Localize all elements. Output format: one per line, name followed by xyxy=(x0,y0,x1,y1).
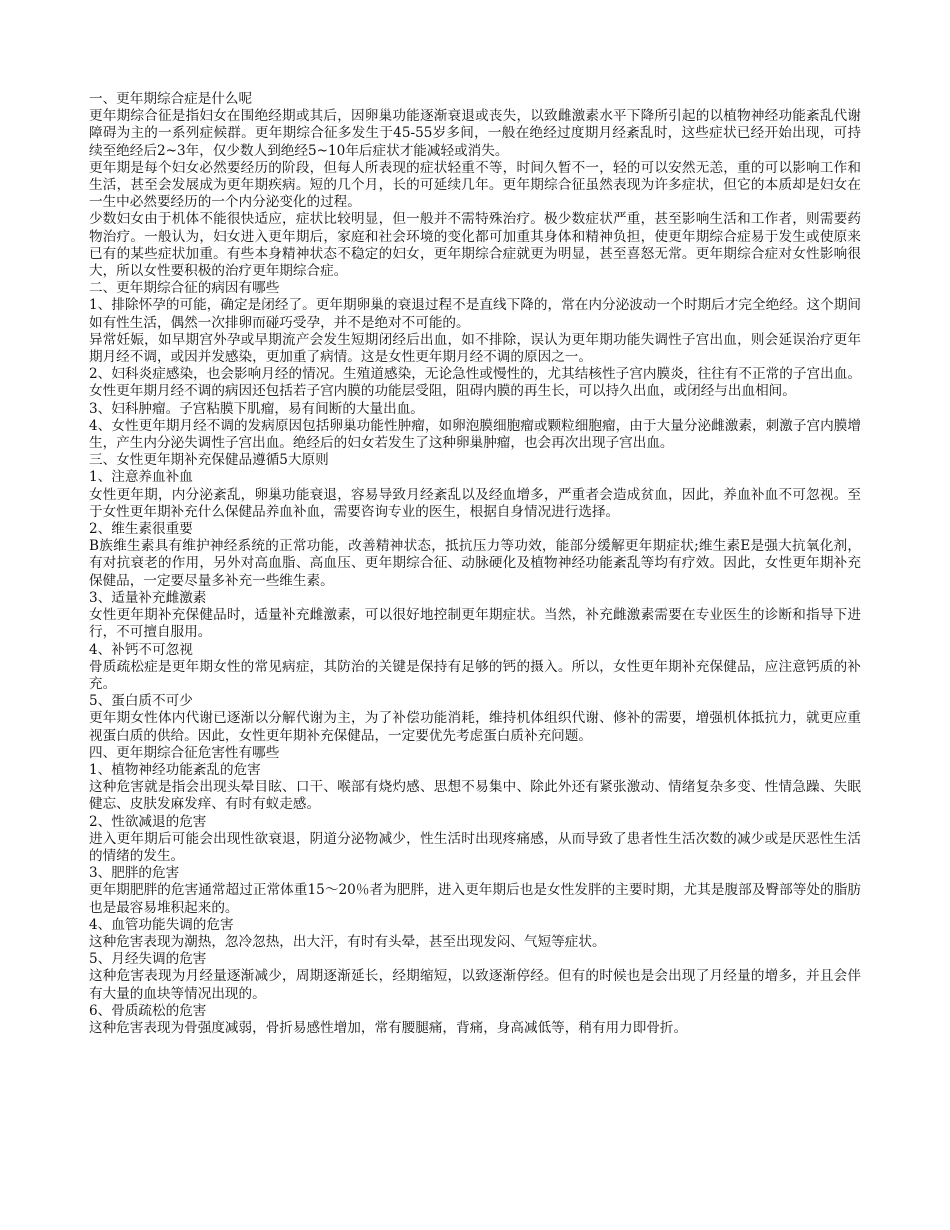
document-body xyxy=(89,91,861,1037)
heading-section-3: 三、女性更年期补充保健品遵循5大原则 xyxy=(89,452,329,469)
paragraph: 女性更年期补充保健品时，适量补充雌激素，可以很好地控制更年期症状。当然，补充雌激素需要在专业医生的诊断和指导下进行，不可擅自服用。 xyxy=(89,607,861,641)
paragraph: 这种危害就是指会出现头晕目眩、口干、喉部有烧灼感、思想不易集中、除此外还有紧张激动、情绪复杂多变、性情急躁、失眠健忘、皮肤发麻发痒、有时有蚁走感。 xyxy=(89,779,861,813)
paragraph: 少数妇女由于机体不能很快适应，症状比较明显，但一般并不需特殊治疗。极少数症状严重，甚至影响生活和工作者，则需要药物治疗。一般认为，妇女进入更年期后，家庭和社会环境的变化都可加重其身体和精神负担，使更年期综合症易于发生或使原来已有的某些症状加重。有些本身精神状态不稳定的妇女，更年期综合症就更为明显，甚至喜怒无常。更年期综合症对女性影响很大，所以女性要积极的治疗更年期综合症。 xyxy=(89,211,861,280)
subheading: 4、血管功能失调的危害 xyxy=(89,916,234,933)
paragraph: 这种危害表现为潮热，忽冷忽热，出大汗，有时有头晕，甚至出现发闷、气短等症状。 xyxy=(89,933,606,950)
heading-section-4: 四、更年期综合征危害性有哪些 xyxy=(89,744,280,761)
paragraph: 更年期肥胖的危害通常超过正常体重15～20％者为肥胖，进入更年期后也是女性发胖的主要时期，尤其是腹部及臀部等处的脂肪也是最容易堆积起来的。 xyxy=(89,882,861,916)
paragraph: 更年期女性体内代谢已逐渐以分解代谢为主，为了补偿功能消耗，维持机体组织代谢、修补的需要，增强机体抵抗力，就更应重视蛋白质的供给。因此，女性更年期补充保健品，一定要优先考虑蛋白质补充问题。 xyxy=(89,710,861,744)
subheading: 3、适量补充雌激素 xyxy=(89,589,207,606)
paragraph: 这种危害表现为骨强度减弱，骨折易感性增加，常有腰腿痛，背痛，身高减低等，稍有用力即骨折。 xyxy=(89,1019,688,1036)
paragraph: 4、女性更年期月经不调的发病原因包括卵巢功能性肿瘤，如卵泡膜细胞瘤或颗粒细胞瘤，由于大量分泌雌激素，刺激子宫内膜增生，产生内分泌失调性子宫出血。绝经后的妇女若发生了这种卵巢肿瘤，也会再次出现子宫出血。 xyxy=(89,417,861,452)
paragraph: 女性更年期，内分泌紊乱，卵巢功能衰退，容易导致月经紊乱以及经血增多，严重者会造成贫血，因此，养血补血不可忽视。至于女性更年期补充什么保健品养血补血，需要咨询专业的医生，根据自身情况进行选择。 xyxy=(89,486,861,520)
heading-section-2: 二、更年期综合征的病因有哪些 xyxy=(89,280,280,297)
subheading: 2、性欲减退的危害 xyxy=(89,813,207,830)
subheading: 1、植物神经功能紊乱的危害 xyxy=(89,761,261,778)
paragraph: 更年期是每个妇女必然要经历的阶段，但每人所表现的症状轻重不等，时间久暂不一，轻的可以安然无恙，重的可以影响工作和生活，甚至会发展成为更年期疾病。短的几个月，长的可延续几年。更年期综合征虽然表现为许多症状，但它的本质却是妇女在一生中必然要经历的一个内分泌变化的过程。 xyxy=(89,159,861,211)
paragraph: 3、妇科肿瘤。子宫粘膜下肌瘤，易有间断的大量出血。 xyxy=(89,400,424,417)
paragraph: 进入更年期后可能会出现性欲衰退，阴道分泌物减少，性生活时出现疼痛感，从而导致了患者性生活次数的减少或是厌恶性生活的情绪的发生。 xyxy=(89,830,861,864)
paragraph: 骨质疏松症是更年期女性的常见病症，其防治的关键是保持有足够的钙的摄入。所以，女性更年期补充保健品，应注意钙质的补充。 xyxy=(89,658,861,692)
subheading: 4、补钙不可忽视 xyxy=(89,641,193,658)
subheading: 1、注意养血补血 xyxy=(89,469,193,486)
subheading: 6、骨质疏松的危害 xyxy=(89,1002,207,1019)
paragraph: 1、排除怀孕的可能，确定是闭经了。更年期卵巢的衰退过程不是直线下降的，常在内分泌波动一个时期后才完全绝经。这个期间如有性生活，偶然一次排卵而碰巧受孕，并不是绝对不可能的。 xyxy=(89,297,861,331)
paragraph: 这种危害表现为月经量逐渐减少，周期逐渐延长，经期缩短，以致逐渐停经。但有的时候也是会出现了月经量的增多，并且会伴有大量的血块等情况出现的。 xyxy=(89,968,861,1002)
subheading: 5、蛋白质不可少 xyxy=(89,693,193,710)
subheading: 3、肥胖的危害 xyxy=(89,865,180,882)
subheading: 2、维生素很重要 xyxy=(89,521,193,538)
paragraph: B族维生素具有维护神经系统的正常功能，改善精神状态，抵抗压力等功效，能部分缓解更年期症状;维生素E是强大抗氧化剂，有对抗衰老的作用，另外对高血脂、高血压、更年期综合征、动脉硬化及植物神经功能紊乱等均有疗效。因此，女性更年期补充保健品，一定要尽量多补充一些维生素。 xyxy=(89,538,861,589)
subheading: 5、月经失调的危害 xyxy=(89,951,207,968)
heading-section-1: 一、更年期综合症是什么呢 xyxy=(89,91,253,107)
paragraph: 更年期综合征是指妇女在围绝经期或其后，因卵巢功能逐渐衰退或丧失，以致雌激素水平下降所引起的以植物神经功能紊乱代谢障碍为主的一系列症候群。更年期综合征多发生于45-55岁多间，一般在绝经过度期月经紊乱时，这些症状已经开始出现，可持续至绝经后2~3年，仅少数人到绝经5~10年后症状才能减轻或消失。 xyxy=(89,108,861,159)
paragraph: 异常妊娠，如早期宫外孕或早期流产会发生短期闭经后出血，如不排除，误认为更年期功能失调性子宫出血，则会延误治疗更年期月经不调，或因并发感染，更加重了病情。这是女性更年期月经不调的原因之一。 xyxy=(89,331,861,366)
paragraph: 2、妇科炎症感染，也会影响月经的情况。生殖道感染，无论急性或慢性的，尤其结核性子宫内膜炎，往往有不正常的子宫出血。女性更年期月经不调的病因还包括若子宫内膜的功能层受阻，阻碍内膜的再生长，可以持久出血，或闭经与出血相间。 xyxy=(89,366,861,400)
